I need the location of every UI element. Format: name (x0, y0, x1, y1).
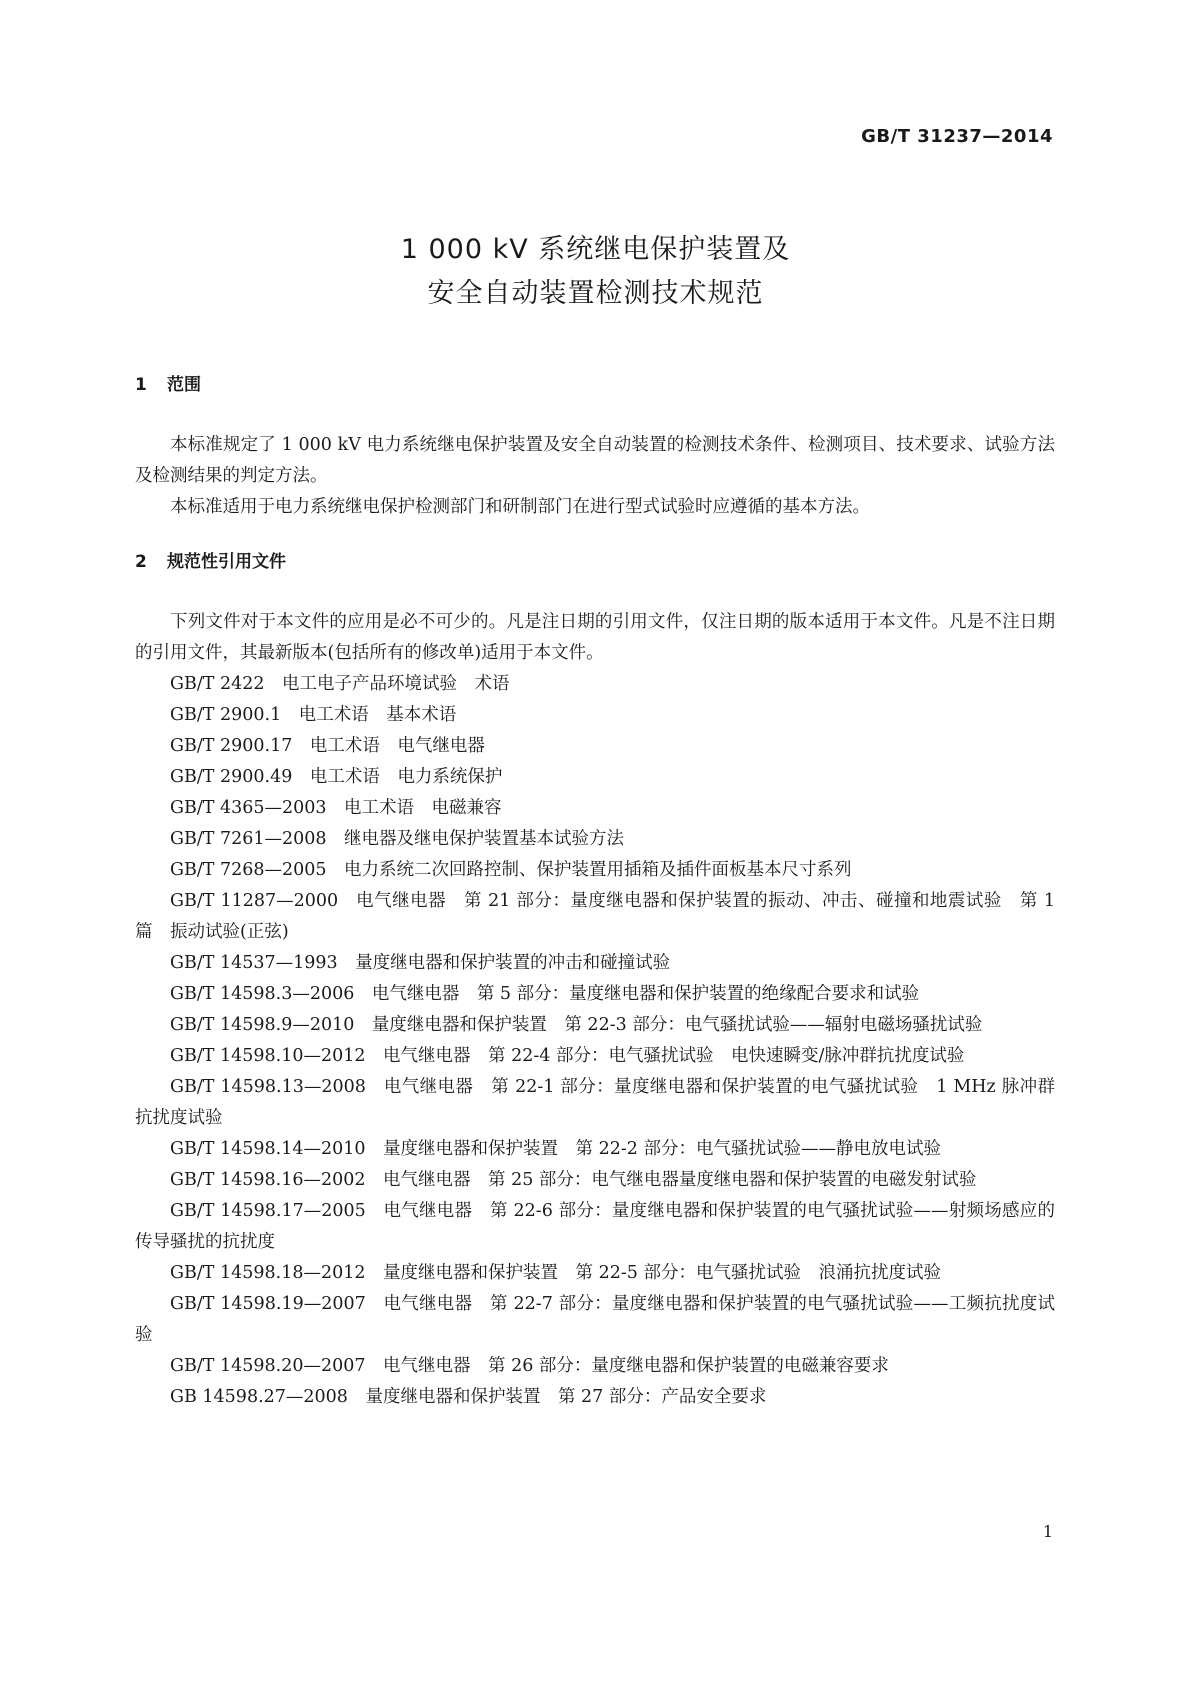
reference-code: GB 14598.27—2008 (170, 1387, 348, 1407)
section-heading-normative-references (135, 547, 1055, 577)
scope-paragraph: 本标准适用于电力系统继电保护检测部门和研制部门在进行型式试验时应遵循的基本方法。 (170, 497, 870, 517)
reference-item (135, 824, 1055, 855)
reference-code: GB/T 2900.49 (170, 767, 293, 787)
reference-code: GB/T 14598.16—2002 (170, 1170, 366, 1190)
reference-title: 电工术语 电气继电器 (309, 736, 485, 756)
reference-item (135, 1010, 1055, 1041)
reference-title: 电工术语 电磁兼容 (344, 798, 502, 818)
reference-item (135, 1382, 1055, 1413)
reference-code: GB/T 2900.1 (170, 705, 282, 725)
section-heading-scope (135, 370, 1055, 400)
reference-list (135, 669, 1055, 1413)
reference-item (135, 700, 1055, 731)
standard-code: GB/T 31237—2014 (861, 126, 1053, 147)
reference-code: GB/T 4365—2003 (170, 798, 327, 818)
reference-code: GB/T 14598.18—2012 (170, 1263, 366, 1283)
reference-code: GB/T 14598.19—2007 (170, 1294, 366, 1314)
reference-code: GB/T 14598.3—2006 (170, 984, 355, 1004)
reference-title: 电气继电器 第 5 部分：量度继电器和保护装置的绝缘配合要求和试验 (371, 984, 920, 1004)
reference-item (135, 948, 1055, 979)
reference-title: 量度继电器和保护装置 第 22-5 部分：电气骚扰试验 浪涌抗扰度试验 (383, 1263, 941, 1283)
reference-code: GB/T 14598.17—2005 (170, 1201, 366, 1221)
document-body (135, 370, 1055, 1413)
reference-code: GB/T 11287—2000 (170, 891, 339, 911)
reference-item (135, 1258, 1055, 1289)
reference-item (135, 731, 1055, 762)
page-number: 1 (1042, 1522, 1053, 1541)
reference-title: 电气继电器 第 22-7 部分：量度继电器和保护装置的电气骚扰试验——工频抗扰度试验 (135, 1294, 1055, 1345)
title-line-1: 1 000 kV 系统继电保护装置及 (400, 234, 791, 265)
scope-paragraph: 本标准规定了 1 000 kV 电力系统继电保护装置及安全自动装置的检测技术条件、检测项目、技术要求、试验方法及检测结果的判定方法。 (135, 435, 1055, 486)
reference-item (135, 1041, 1055, 1072)
reference-title: 电气继电器 第 22-4 部分：电气骚扰试验 电快速瞬变/脉冲群抗扰度试验 (383, 1046, 965, 1066)
reference-item (135, 886, 1055, 948)
reference-item (135, 979, 1055, 1010)
reference-item (135, 855, 1055, 886)
reference-title: 电力系统二次回路控制、保护装置用插箱及插件面板基本尺寸系列 (344, 860, 852, 880)
reference-title: 电气继电器 第 22-6 部分：量度继电器和保护装置的电气骚扰试验——射频场感应的传导骚扰的抗扰度 (135, 1201, 1055, 1252)
reference-item (135, 1351, 1055, 1382)
title-line-2: 安全自动装置检测技术规范 (427, 278, 764, 309)
reference-item (135, 1134, 1055, 1165)
reference-code: GB/T 7268—2005 (170, 860, 327, 880)
reference-title: 电气继电器 第 26 部分：量度继电器和保护装置的电磁兼容要求 (383, 1356, 889, 1376)
reference-title: 电工术语 电力系统保护 (309, 767, 503, 787)
reference-code: GB/T 14537—1993 (170, 953, 338, 973)
reference-item (135, 1072, 1055, 1134)
reference-title: 量度继电器和保护装置 第 27 部分：产品安全要求 (365, 1387, 767, 1407)
section-number: 1 (135, 375, 147, 395)
reference-title: 电气继电器 第 22-1 部分：量度继电器和保护装置的电气骚扰试验 1 MHz 脉冲群抗扰度试验 (135, 1077, 1055, 1128)
reference-title: 量度继电器和保护装置的冲击和碰撞试验 (355, 953, 671, 973)
reference-code: GB/T 2900.17 (170, 736, 293, 756)
reference-code: GB/T 2422 (170, 674, 265, 694)
section-title: 范围 (167, 375, 201, 395)
reference-code: GB/T 14598.10—2012 (170, 1046, 366, 1066)
reference-title: 电气继电器 第 25 部分：电气继电器量度继电器和保护装置的电磁发射试验 (383, 1170, 977, 1190)
reference-item (135, 1289, 1055, 1351)
reference-code: GB/T 14598.20—2007 (170, 1356, 366, 1376)
document-title (0, 228, 1191, 316)
section-number: 2 (135, 552, 147, 572)
reference-item (135, 1196, 1055, 1258)
reference-item (135, 1165, 1055, 1196)
reference-title: 继电器及继电保护装置基本试验方法 (344, 829, 625, 849)
reference-title: 量度继电器和保护装置 第 22-2 部分：电气骚扰试验——静电放电试验 (383, 1139, 941, 1159)
reference-item (135, 762, 1055, 793)
reference-title: 电气继电器 第 21 部分：量度继电器和保护装置的振动、冲击、碰撞和地震试验 第 1 篇 振动试验(正弦) (135, 891, 1055, 942)
reference-title: 电工术语 基本术语 (298, 705, 457, 725)
section-title: 规范性引用文件 (167, 552, 286, 572)
reference-code: GB/T 14598.9—2010 (170, 1015, 355, 1035)
references-intro-paragraph: 下列文件对于本文件的应用是必不可少的。凡是注日期的引用文件，仅注日期的版本适用于本文件。凡是不注日期的引用文件，其最新版本(包括所有的修改单)适用于本文件。 (135, 612, 1055, 663)
reference-item (135, 793, 1055, 824)
reference-item (135, 669, 1055, 700)
reference-code: GB/T 14598.14—2010 (170, 1139, 366, 1159)
reference-title: 电工电子产品环境试验 术语 (282, 674, 510, 694)
reference-code: GB/T 7261—2008 (170, 829, 327, 849)
reference-title: 量度继电器和保护装置 第 22-3 部分：电气骚扰试验——辐射电磁场骚扰试验 (371, 1015, 983, 1035)
reference-code: GB/T 14598.13—2008 (170, 1077, 366, 1097)
